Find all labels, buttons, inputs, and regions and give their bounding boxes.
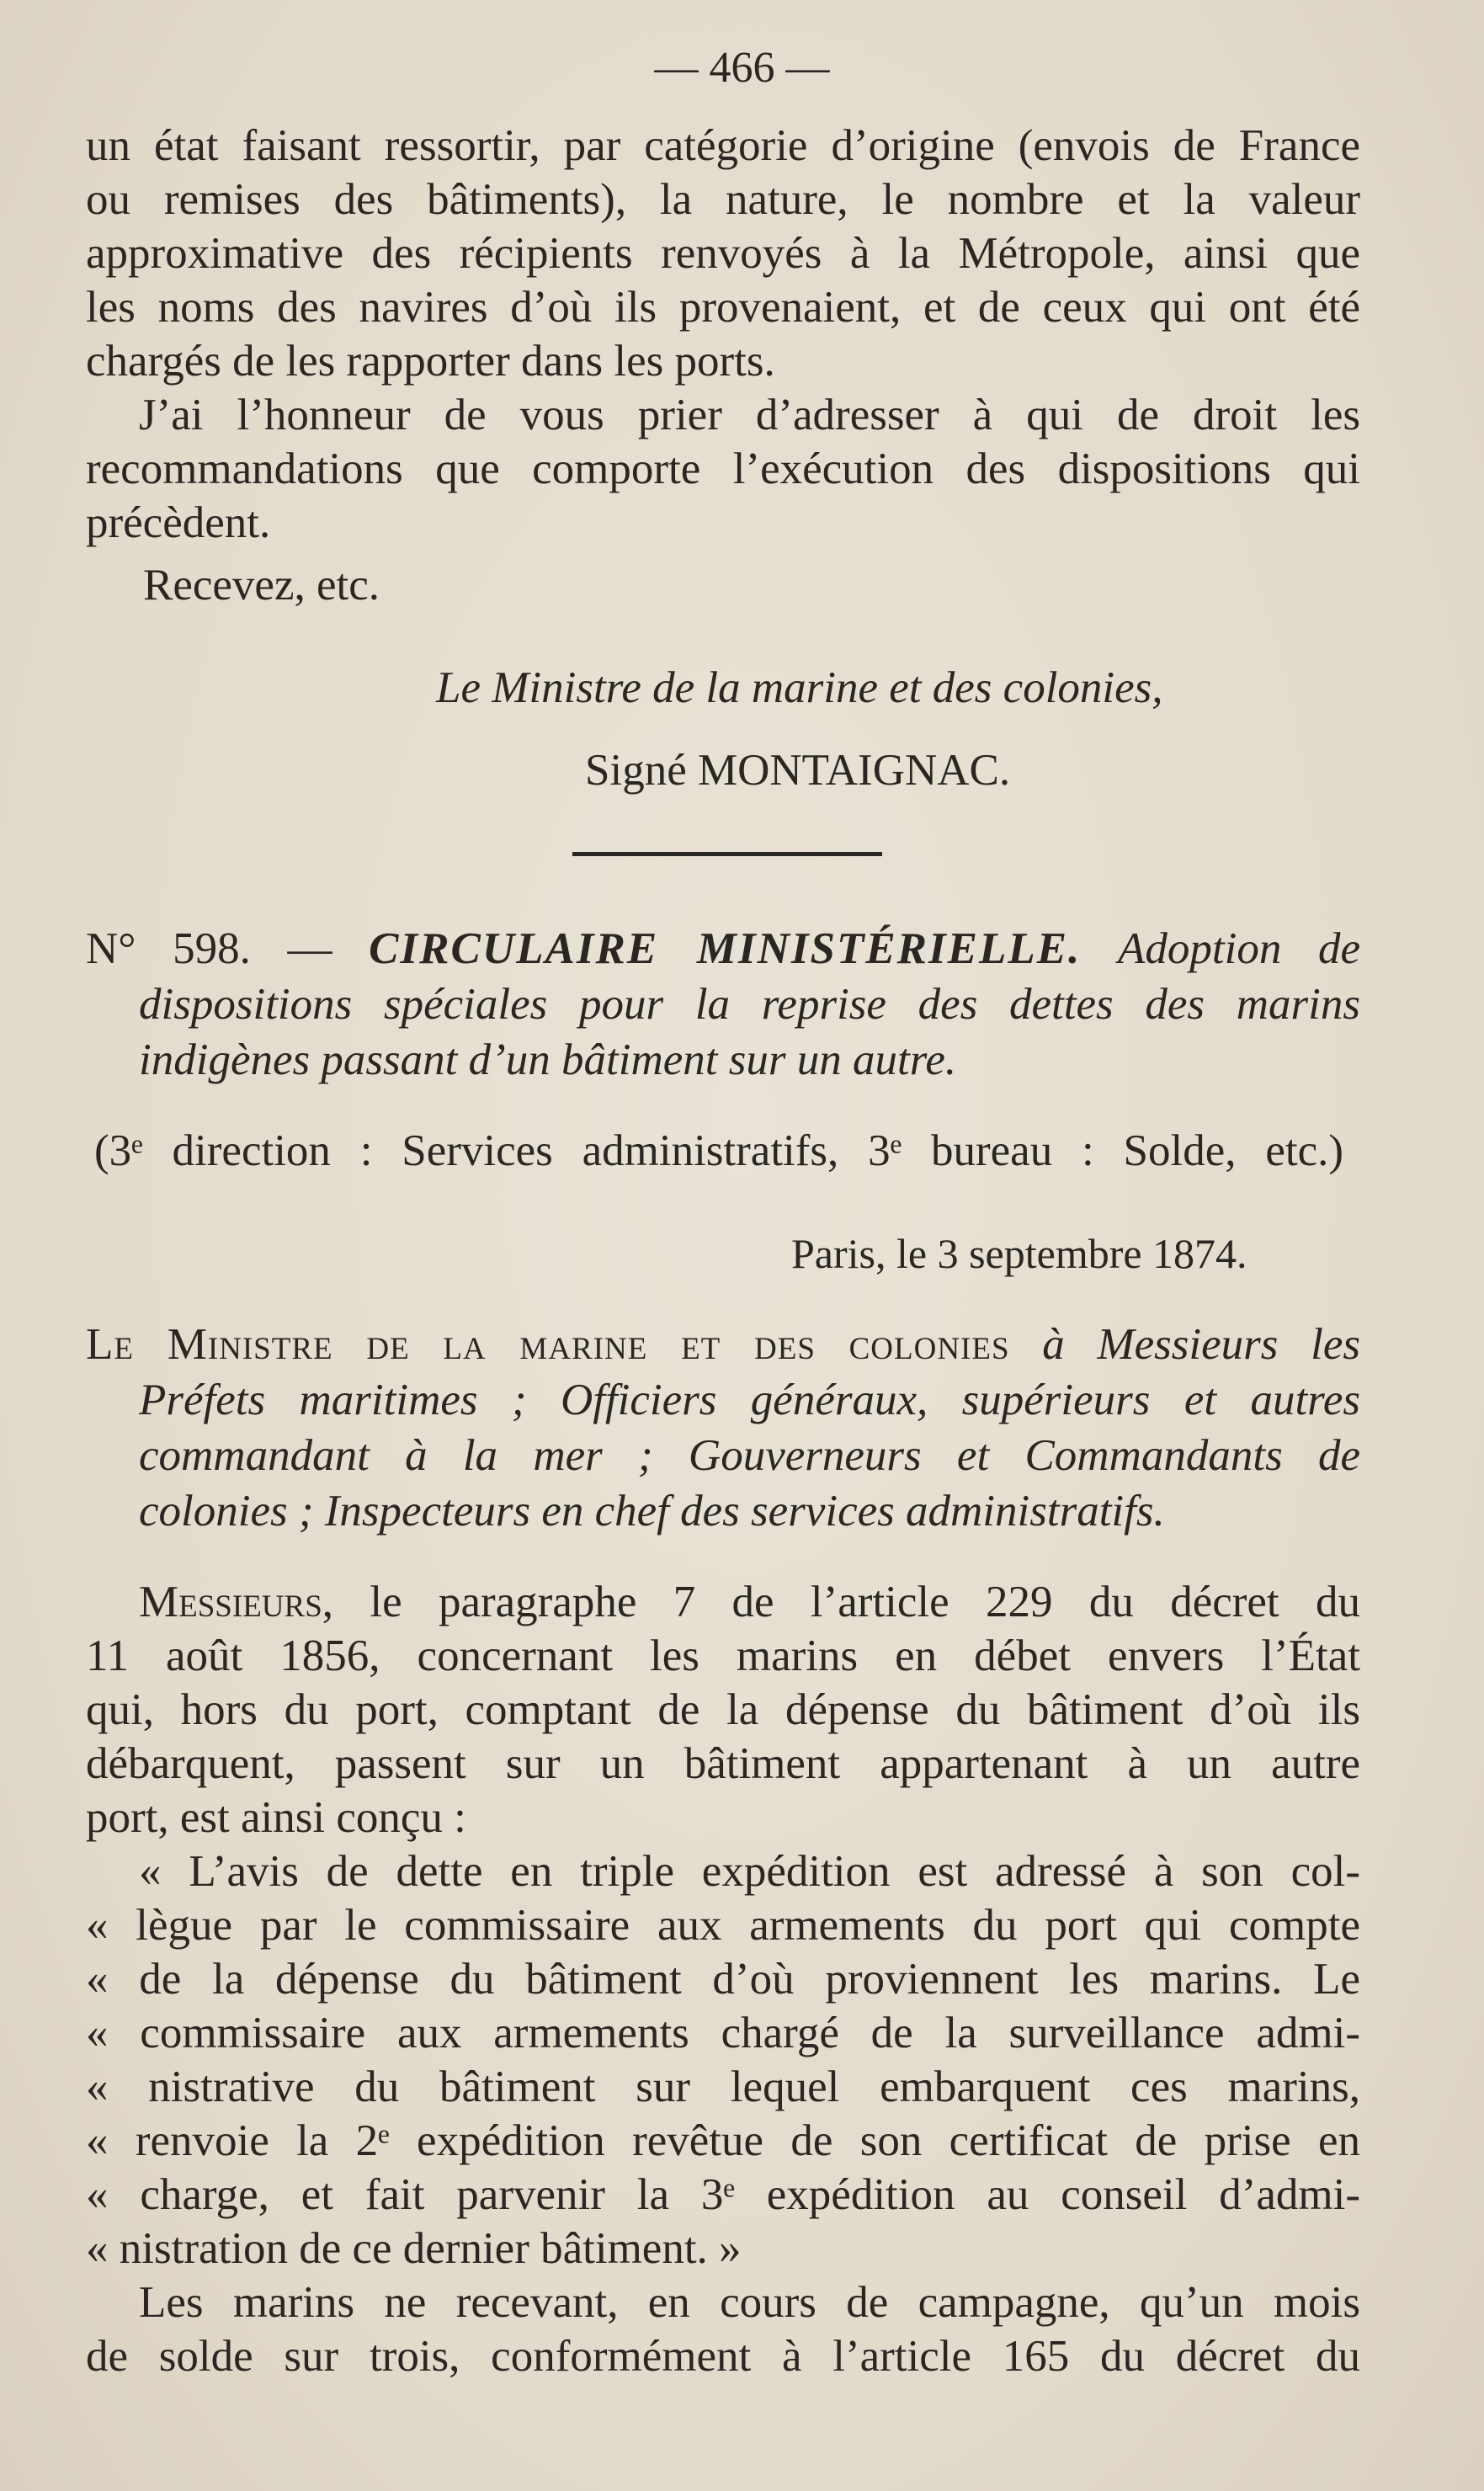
quote-line-1: « L’avis de dette en triple expédition est adressé à son col- bbox=[139, 1847, 1360, 1896]
intro-line-5: chargés de les rapporter dans les ports. bbox=[86, 337, 775, 386]
request-line-2: recommandations que comporte l’exécution des dispositions qui bbox=[86, 444, 1360, 493]
address-line-2: Préfets maritimes ; Officiers généraux, supérieurs et autres bbox=[139, 1376, 1360, 1424]
signature-name: Signé MONTAIGNAC. bbox=[585, 746, 1011, 795]
circular-subject-line-1: dispositions spéciales pour la reprise des dettes des marins bbox=[139, 980, 1360, 1029]
body-salutation: Messieurs, bbox=[139, 1578, 334, 1626]
page-number: — 466 — bbox=[654, 44, 830, 92]
address-recipients-first: à Messieurs les bbox=[1042, 1320, 1360, 1369]
quote-line-4: « commissaire aux armements chargé de la surveillance admi- bbox=[86, 2009, 1360, 2057]
address-line-3: commandant à la mer ; Gouverneurs et Commandants de bbox=[139, 1431, 1360, 1480]
quote-line-8: « nistration de ce dernier bâtiment. » bbox=[86, 2224, 742, 2273]
circular-subject-first: Adoption de bbox=[1118, 924, 1361, 973]
quote-line-5: « nistrative du bâtiment sur lequel embarquent ces marins, bbox=[86, 2063, 1360, 2111]
intro-line-2: ou remises des bâtiments), la nature, le nombre et la valeur bbox=[86, 175, 1360, 224]
body-para2-line-1: Les marins ne recevant, en cours de campagne, qu’un mois bbox=[139, 2278, 1360, 2327]
section-divider bbox=[572, 852, 882, 856]
body-para1-line-3: qui, hors du port, comptant de la dépense du bâtiment d’où ils bbox=[86, 1685, 1360, 1734]
body-para1-first: le paragraphe 7 de l’article 229 du décret du bbox=[370, 1578, 1360, 1626]
circular-number: N° 598. — bbox=[86, 924, 332, 973]
quote-line-3: « de la dépense du bâtiment d’où proviennent les marins. Le bbox=[86, 1955, 1360, 2004]
circular-heading bbox=[86, 923, 1360, 975]
body-para1-line-2: 11 août 1856, concernant les marins en débet envers l’État bbox=[86, 1631, 1360, 1680]
address-sender: Le Ministre de la marine et des colonies bbox=[86, 1320, 1010, 1369]
quote-line-7: « charge, et fait parvenir la 3ᵉ expédition au conseil d’admi- bbox=[86, 2170, 1360, 2219]
circular-type: CIRCULAIRE MINISTÉRIELLE. bbox=[369, 924, 1082, 973]
body-para1-line-5: port, est ainsi conçu : bbox=[86, 1793, 466, 1842]
body-para1-line-1 bbox=[139, 1576, 1360, 1628]
circular-subject-line-2: indigènes passant d’un bâtiment sur un autre. bbox=[139, 1035, 957, 1084]
body-para2-line-2: de solde sur trois, conformément à l’article 165 du décret du bbox=[86, 2332, 1360, 2381]
request-line-3: précèdent. bbox=[86, 498, 271, 547]
intro-line-4: les noms des navires d’où ils provenaient, et de ceux qui ont été bbox=[86, 283, 1360, 332]
closing-formula: Recevez, etc. bbox=[143, 561, 380, 609]
intro-line-3: approximative des récipients renvoyés à la Métropole, ainsi que bbox=[86, 229, 1360, 278]
body-para1-line-4: débarquent, passent sur un bâtiment appartenant à un autre bbox=[86, 1739, 1360, 1788]
signature-title: Le Ministre de la marine et des colonies, bbox=[436, 663, 1163, 712]
address-line-1 bbox=[86, 1318, 1360, 1371]
quote-line-2: « lègue par le commissaire aux armements du port qui compte bbox=[86, 1901, 1360, 1950]
address-line-4: colonies ; Inspecteurs en chef des services administratifs. bbox=[139, 1487, 1165, 1536]
quote-line-6: « renvoie la 2ᵉ expédition revêtue de son certificat de prise en bbox=[86, 2116, 1360, 2165]
circular-date: Paris, le 3 septembre 1874. bbox=[791, 1230, 1247, 1277]
intro-line-1: un état faisant ressortir, par catégorie d’origine (envois de France bbox=[86, 121, 1360, 170]
circular-direction: (3ᵉ direction : Services administratifs, 3ᵉ bureau : Solde, etc.) bbox=[94, 1126, 1343, 1175]
request-line-1: J’ai l’honneur de vous prier d’adresser à qui de droit les bbox=[139, 391, 1360, 439]
